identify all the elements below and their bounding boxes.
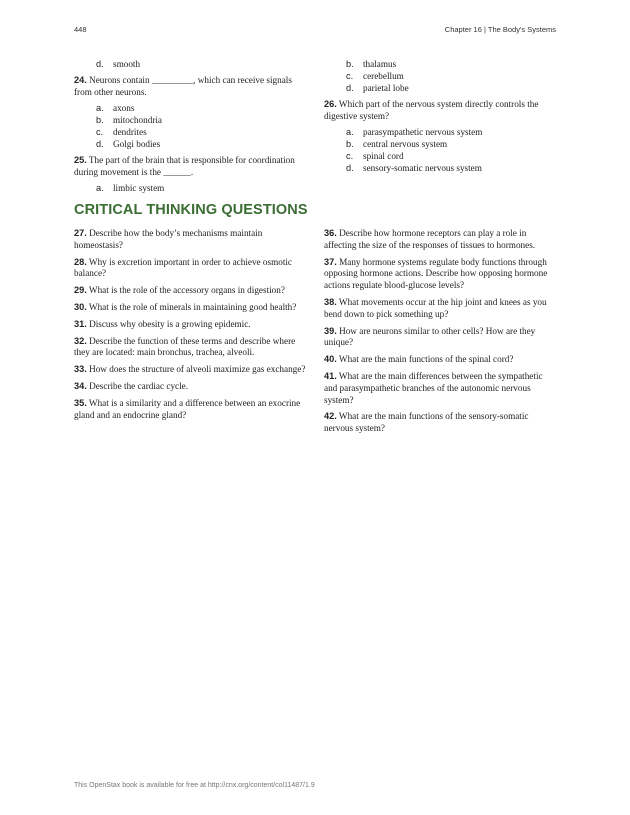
option-item [324, 138, 554, 150]
option-letter: b. [346, 139, 354, 149]
option-letter: b. [346, 59, 354, 69]
footer-note: This OpenStax book is available for free at http://cnx.org/content/col11487/1.9 [74, 782, 315, 789]
question-34 [74, 381, 306, 393]
question-text: Many hormone systems regulate body functions through opposing hormone actions. Describe how opposing hormone actions regulate blood-glucose levels? [324, 256, 548, 291]
question-text: The part of the brain that is responsible for coordination during movement is the ______. [74, 155, 295, 177]
question-25 [74, 154, 304, 178]
q25-trailing-options [324, 58, 554, 94]
question-number: 27. [74, 228, 87, 238]
question-number: 35. [74, 397, 87, 408]
question-29 [74, 285, 306, 297]
question-number: 34. [74, 380, 87, 391]
question-text: What are the main differences between the sympathetic and parasympathetic branches of the autonomic nervous system? [324, 370, 543, 405]
option-letter: c. [96, 127, 104, 137]
option-item [324, 162, 554, 174]
question-number: 33. [74, 364, 87, 375]
option-text: central nervous system [363, 139, 448, 149]
option-item [324, 70, 554, 82]
question-number: 31. [74, 318, 87, 329]
option-text: Golgi bodies [113, 139, 161, 149]
question-number: 38. [324, 296, 337, 307]
question-number: 41. [324, 370, 337, 381]
question-text: Describe the cardiac cycle. [89, 380, 189, 391]
question-text: Discuss why obesity is a growing epidemic. [89, 318, 251, 329]
question-number: 40. [324, 354, 337, 365]
option-text: cerebellum [363, 71, 404, 81]
question-41 [324, 371, 556, 406]
question-38 [324, 297, 556, 321]
option-text: parietal lobe [363, 83, 409, 93]
option-letter: b. [96, 115, 104, 125]
question-text: What are the main functions of the spinal cord? [338, 354, 514, 365]
q23-trailing-options [74, 58, 304, 70]
question-27 [74, 228, 306, 252]
critical-thinking-right-column [324, 228, 556, 440]
q24-options [74, 102, 304, 150]
question-text: How are neurons similar to other cells? How are they unique? [324, 325, 536, 348]
option-letter: d. [346, 163, 354, 173]
question-text: What is a similarity and a difference between an exocrine gland and an endocrine gland? [74, 397, 301, 420]
left-question-column [74, 58, 304, 198]
option-text: dendrites [113, 127, 147, 137]
question-number: 24. [74, 75, 87, 85]
right-question-column [324, 58, 554, 178]
option-text: sensory-somatic nervous system [363, 163, 482, 173]
question-number: 28. [74, 256, 87, 267]
option-item [74, 102, 304, 114]
question-number: 36. [324, 228, 337, 238]
critical-thinking-left-column [74, 228, 306, 426]
question-text: Describe how the body’s mechanisms maintain homeostasis? [74, 228, 263, 250]
option-item [324, 150, 554, 162]
chapter-heading: Chapter 16 | The Body's Systems [444, 25, 556, 34]
question-40 [324, 354, 556, 366]
question-number: 39. [324, 325, 337, 336]
option-item [324, 82, 554, 94]
page-number: 448 [74, 25, 87, 34]
question-37 [324, 257, 556, 292]
option-text: axons [113, 103, 135, 113]
section-title: CRITICAL THINKING QUESTIONS [74, 202, 308, 218]
option-text: mitochondria [113, 115, 162, 125]
option-letter: a. [96, 183, 104, 193]
option-text: smooth [113, 59, 141, 69]
question-36 [324, 228, 556, 252]
question-number: 32. [74, 335, 87, 346]
question-text: What is the role of the accessory organs in digestion? [88, 285, 285, 296]
question-30 [74, 302, 306, 314]
option-item [74, 58, 304, 70]
question-text: Neurons contain _________, which can receive signals from other neurons. [74, 75, 292, 97]
question-text: What is the role of minerals in maintaining good health? [88, 301, 297, 312]
option-item [324, 126, 554, 138]
option-text: thalamus [363, 59, 397, 69]
option-letter: d. [96, 59, 104, 69]
question-number: 25. [74, 155, 87, 165]
question-32 [74, 336, 306, 360]
question-24 [74, 74, 304, 98]
question-number: 42. [324, 411, 337, 422]
option-letter: d. [346, 83, 354, 93]
question-39 [324, 326, 556, 350]
option-letter: c. [346, 151, 354, 161]
option-letter: d. [96, 139, 104, 149]
question-31 [74, 319, 306, 331]
option-item [74, 126, 304, 138]
question-35 [74, 398, 306, 422]
question-42 [324, 411, 556, 435]
option-letter: a. [96, 103, 104, 113]
option-letter: c. [346, 71, 354, 81]
question-number: 26. [324, 99, 337, 109]
q26-options [324, 126, 554, 174]
option-item [74, 138, 304, 150]
question-28 [74, 257, 306, 281]
question-text: Describe how hormone receptors can play a role in affecting the size of the responses of tissues to hormones. [324, 228, 536, 250]
q25-options [74, 182, 304, 194]
option-text: limbic system [113, 183, 165, 193]
question-text: Why is excretion important in order to achieve osmotic balance? [74, 256, 293, 279]
question-26 [324, 98, 554, 122]
question-text: How does the structure of alveoli maximize gas exchange? [89, 364, 306, 375]
question-text: Describe the function of these terms and describe where they are located: main bronchus, trachea, alveoli. [74, 335, 296, 358]
question-text: What movements occur at the hip joint and knees as you bend down to pick something up? [324, 296, 547, 319]
question-number: 29. [74, 285, 87, 296]
option-text: spinal cord [363, 151, 404, 161]
question-number: 37. [324, 256, 337, 267]
question-33 [74, 364, 306, 376]
option-item [74, 182, 304, 194]
option-letter: a. [346, 127, 354, 137]
question-text: What are the main functions of the sensory-somatic nervous system? [324, 411, 529, 434]
option-item [74, 114, 304, 126]
question-number: 30. [74, 301, 87, 312]
option-item [324, 58, 554, 70]
question-text: Which part of the nervous system directly controls the digestive system? [324, 99, 539, 121]
option-text: parasympathetic nervous system [363, 127, 483, 137]
